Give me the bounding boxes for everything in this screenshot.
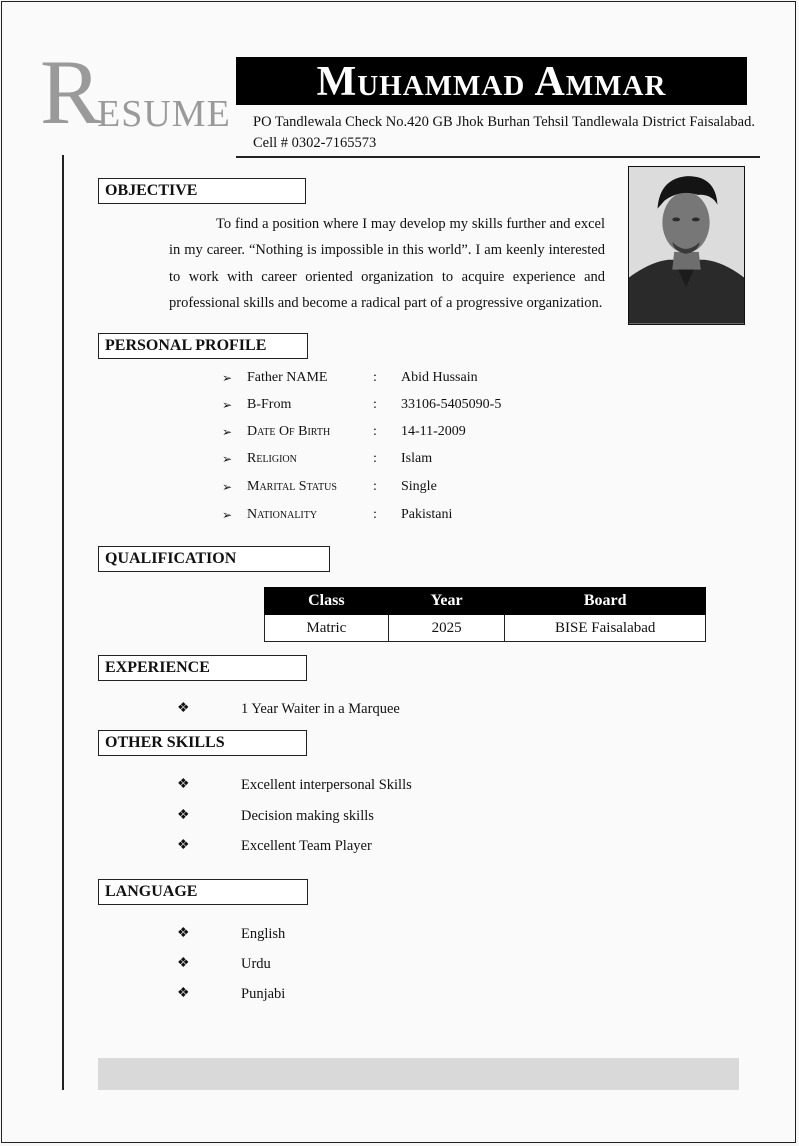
profile-row xyxy=(0,395,799,415)
profile-label: Religion xyxy=(247,451,297,466)
column-header: Board xyxy=(505,588,706,615)
list-item xyxy=(0,984,799,1004)
candidate-name: Muhammad Ammar xyxy=(236,57,747,105)
diamond-bullet-icon: ❖ xyxy=(177,956,190,971)
diamond-bullet-icon: ❖ xyxy=(177,777,190,792)
table-cell: Matric xyxy=(265,615,389,642)
table-header-row xyxy=(265,588,706,615)
profile-label: Marital Status xyxy=(247,479,337,494)
profile-value: Single xyxy=(401,479,437,494)
column-header: Class xyxy=(265,588,389,615)
profile-label: B-From xyxy=(247,397,292,412)
other-skills-heading: OTHER SKILLS xyxy=(98,730,307,756)
objective-text: To find a position where I may develop my skills further and excel in my career. “Nothing is impossible in this world”. I am keenly interested to work with career oriented organization to acquire experience and professional skills and become a radical part of a progressive organization. xyxy=(169,216,605,312)
address-line: PO Tandlewala Check No.420 GB Jhok Burhan Tehsil Tandlewala District Faisalabad. xyxy=(253,114,755,130)
qualification-heading: QUALIFICATION xyxy=(98,546,330,572)
profile-row xyxy=(0,505,799,525)
profile-separator: : xyxy=(373,479,377,494)
profile-value: Islam xyxy=(401,451,433,466)
profile-separator: : xyxy=(373,507,377,522)
arrow-bullet-icon: ➢ xyxy=(222,371,233,385)
diamond-bullet-icon: ❖ xyxy=(177,986,190,1001)
profile-separator: : xyxy=(373,370,377,385)
footer-bar xyxy=(98,1058,739,1090)
arrow-bullet-icon: ➢ xyxy=(222,480,233,494)
diamond-bullet-icon: ❖ xyxy=(177,701,190,716)
profile-label: Date Of Birth xyxy=(247,424,331,439)
language-item: Urdu xyxy=(241,956,271,972)
list-item xyxy=(0,924,799,944)
list-item xyxy=(0,699,799,719)
resume-initial: R xyxy=(40,41,102,143)
table-row xyxy=(265,615,706,642)
objective-heading: OBJECTIVE xyxy=(98,178,306,204)
list-item xyxy=(0,836,799,856)
personal-profile-heading: PERSONAL PROFILE xyxy=(98,333,308,359)
language-item: Punjabi xyxy=(241,986,286,1002)
language-heading: LANGUAGE xyxy=(98,879,308,905)
resume-heading xyxy=(40,41,240,146)
profile-value: 14-11-2009 xyxy=(401,424,466,439)
profile-row xyxy=(0,422,799,442)
profile-value: Pakistani xyxy=(401,507,453,522)
profile-row xyxy=(0,449,799,469)
profile-value: 33106-5405090-5 xyxy=(401,397,502,412)
resume-rest: ESUME xyxy=(97,93,231,135)
arrow-bullet-icon: ➢ xyxy=(222,425,233,439)
profile-label: Father NAME xyxy=(247,370,328,385)
arrow-bullet-icon: ➢ xyxy=(222,452,233,466)
arrow-bullet-icon: ➢ xyxy=(222,398,233,412)
arrow-bullet-icon: ➢ xyxy=(222,508,233,522)
skill-item: Excellent interpersonal Skills xyxy=(241,777,412,793)
skill-item: Decision making skills xyxy=(241,808,374,824)
diamond-bullet-icon: ❖ xyxy=(177,838,190,853)
profile-value: Abid Hussain xyxy=(401,370,478,385)
diamond-bullet-icon: ❖ xyxy=(177,926,190,941)
table-cell: 2025 xyxy=(388,615,505,642)
profile-photo-image xyxy=(629,167,744,324)
list-item xyxy=(0,954,799,974)
language-item: English xyxy=(241,926,286,942)
experience-heading: EXPERIENCE xyxy=(98,655,307,681)
header-divider xyxy=(236,156,760,158)
left-vertical-rule xyxy=(62,155,64,1090)
profile-row xyxy=(0,368,799,388)
qualification-table xyxy=(264,587,706,642)
list-item xyxy=(0,775,799,795)
profile-row xyxy=(0,477,799,497)
diamond-bullet-icon: ❖ xyxy=(177,808,190,823)
profile-label: Nationality xyxy=(247,507,318,522)
cell-number: Cell # 0302-7165573 xyxy=(253,135,377,151)
profile-separator: : xyxy=(373,451,377,466)
profile-separator: : xyxy=(373,424,377,439)
skill-item: Excellent Team Player xyxy=(241,838,372,854)
list-item xyxy=(0,806,799,826)
profile-separator: : xyxy=(373,397,377,412)
table-cell: BISE Faisalabad xyxy=(505,615,706,642)
column-header: Year xyxy=(388,588,505,615)
experience-item: 1 Year Waiter in a Marquee xyxy=(241,701,400,717)
profile-photo xyxy=(628,166,745,325)
